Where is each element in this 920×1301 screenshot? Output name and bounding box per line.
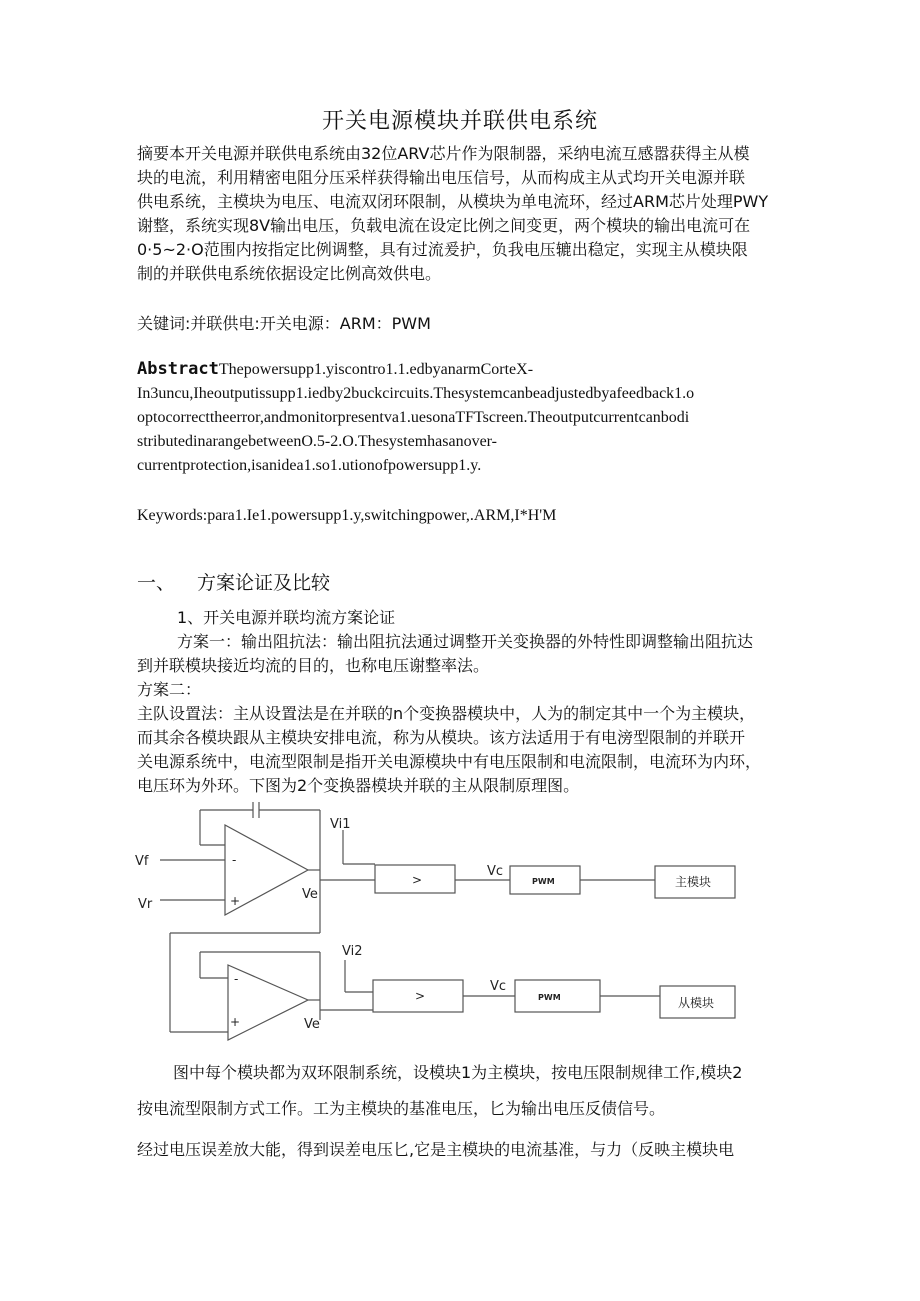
scheme-one xyxy=(137,630,787,678)
page-title: 开关电源模块并联供电系统 xyxy=(321,109,598,134)
label-vi2: Vi2 xyxy=(342,944,363,959)
abstract-cn-line: 摘要本开关电源并联供电系统由32位ARV芯片作为限制器，采纳电流互感嚣获得主从模 xyxy=(137,144,750,163)
scheme-one-line: 方案一：输出阻抗法：输出阻抗法通过调整开关变换器的外特性即调整输出阻抗达 xyxy=(177,632,754,651)
abstract-en-line: In3uncu,Iheoutputissupp1.iedby2buckcircuits.Thesystemcanbeadjustedbyafeedback1.o xyxy=(137,385,695,402)
slave-module-label: 从模块 xyxy=(678,996,715,1010)
minus-sign: - xyxy=(234,972,239,986)
abstract-cn-line: 制的并联供电系统依据设定比例高效供电。 xyxy=(137,264,442,283)
pwm-2-label: PWM xyxy=(538,993,561,1002)
pwm-1-label: PWM xyxy=(532,877,555,886)
label-vc-1: Vc xyxy=(487,864,504,879)
body-line: 按电流型限制方式工作。工为主模块的基准电压，匕为输出电压反债信号。 xyxy=(137,1099,666,1118)
abstract-cn-line: 供电系统，主模块为电压、电流双闭环限制，从模块为单电流环，经过ARM芯片处理PWY xyxy=(137,192,769,211)
scheme-one-line: 到并联模块接近均流的目的，也称电压谢整率法。 xyxy=(137,656,490,675)
abstract-cn-line: 块的电流，利用精密电阻分压采样获得输出电压信号，从而构成主从式均开关电源并联 xyxy=(137,168,746,187)
scheme-two-line: 电压环为外环。下图为2个变换器模块并联的主从限制原理图。 xyxy=(137,776,580,795)
comparator-2-symbol: > xyxy=(415,989,426,1003)
body-line: 图中每个模块都为双环限制系统，设模块1为主模块，按电压限制规律工作,模块2 xyxy=(173,1063,743,1082)
abstract-en-line: Thepowersupp1.yiscontro1.1.edbyanarmCorteX- xyxy=(218,361,534,378)
label-vi1: Vi1 xyxy=(330,817,351,832)
scheme-two-label: 方案二： xyxy=(137,680,202,699)
paragraph-after-diagram xyxy=(137,1055,787,1127)
scheme-two-line: 而其余各模块跟从主模块安排电流，称为从模块。该方法适用于有电滂型限制的并联开 xyxy=(137,728,746,747)
abstract-cn-line: 谢整，系统实现8V输出电压，负载电流在设定比例之间变更，两个模块的输出电流可在 xyxy=(137,216,751,235)
abstract-label: Abstract xyxy=(137,359,219,379)
plus-sign: + xyxy=(230,894,241,908)
last-paragraph: 经过电压误差放大能，得到误差电压匕,它是主模块的电流基准，与力（反映主模块电 xyxy=(137,1140,735,1159)
keywords-cn: 关键词:并联供电:开关电源：ARM：PWM xyxy=(137,314,431,333)
abstract-en-line: currentprotection,isanidea1.so1.utionofpowersupp1.y. xyxy=(137,457,482,474)
keywords-en: Keywords:para1.Ie1.powersupp1.y,switchingpower,.ARM,I*H'M xyxy=(137,507,557,524)
master-slave-circuit-diagram xyxy=(130,800,770,1050)
label-vf: Vf xyxy=(135,854,149,869)
section-number: 一、 xyxy=(137,572,176,594)
abstract-cn xyxy=(137,142,787,286)
comparator-1-symbol: > xyxy=(412,873,423,887)
label-ve-2: Ve xyxy=(304,1017,320,1032)
master-module-label: 主模块 xyxy=(675,875,712,889)
abstract-cn-line: 0·5~2·O范围内按指定比例调整，具有过流爰护，负我电压辘出稳定，实现主从模块限 xyxy=(137,240,748,259)
scheme-two-line: 关电源系统中，电流型限制是指开关电源模块中有电压限制和电流限制，电流环为内环， xyxy=(137,752,762,771)
plus-sign: + xyxy=(230,1015,241,1029)
label-vc-2: Vc xyxy=(490,979,507,994)
minus-sign: - xyxy=(232,853,237,867)
scheme-two xyxy=(137,702,787,798)
abstract-en-line: optocorrecttheerror,andmonitorpresentva1.uesonaTFTscreen.Theoutputcurrentcanbodi xyxy=(137,409,690,426)
label-ve-1: Ve xyxy=(302,887,318,902)
scheme-two-line: 主队设置法：主从设置法是在并联的n个变换器模块中，人为的制定其中一个为主模块， xyxy=(137,704,756,723)
section-title: 方案论证及比较 xyxy=(197,572,331,594)
section-heading xyxy=(137,568,330,595)
abstract-en-line: stributedinarangebetweenO.5-2.O.Thesystemhasanover- xyxy=(137,433,497,450)
label-vr: Vr xyxy=(138,897,153,912)
abstract-en xyxy=(137,357,787,478)
subsection-heading: 1、开关电源并联均流方案论证 xyxy=(177,608,396,627)
